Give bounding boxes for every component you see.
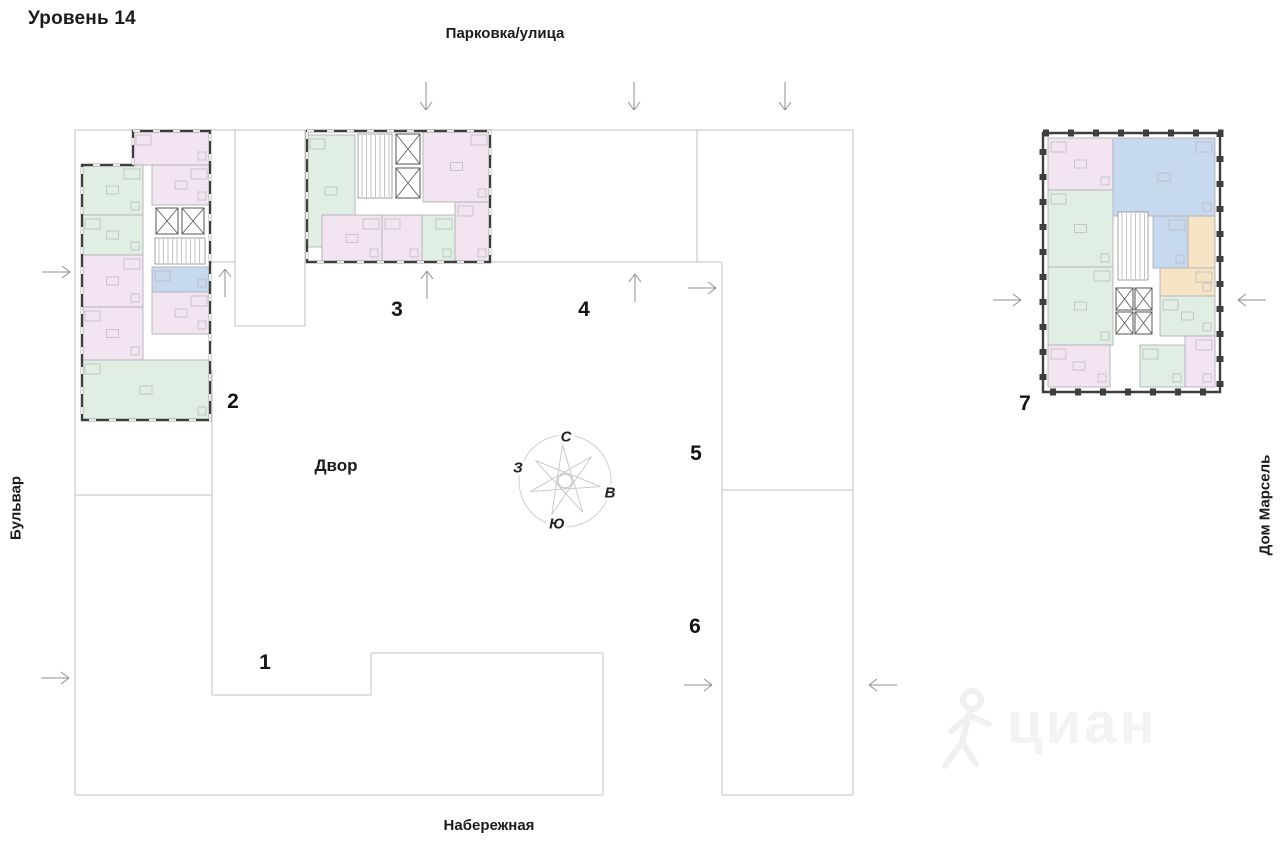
compass-north-label: С: [560, 428, 572, 446]
building-number-4: 4: [578, 298, 590, 321]
building-7: [1043, 133, 1220, 392]
building-number-3: 3: [391, 298, 403, 321]
street-label-embankment: Набережная: [443, 817, 535, 834]
building-number-1: 1: [259, 651, 271, 674]
page-title: Уровень 14: [28, 8, 136, 29]
building-3: [307, 131, 490, 262]
neighbor-label-marseille: Дом Марсель: [1256, 454, 1274, 556]
street-label-boulevard: Бульвар: [7, 475, 25, 541]
street-label-parking: Парковка/улица: [445, 25, 565, 42]
building-number-7: 7: [1019, 392, 1031, 415]
watermark-brand-text: циан: [1007, 691, 1158, 756]
building-2: [82, 131, 210, 420]
building-number-6: 6: [689, 615, 701, 638]
building-number-5: 5: [690, 442, 702, 465]
courtyard-label: Двор: [314, 456, 358, 475]
compass-south-label: Ю: [549, 515, 565, 533]
compass-rose: [519, 435, 611, 527]
watermark-person-icon: [945, 691, 989, 766]
compass-east-label: В: [604, 484, 616, 502]
building-number-2: 2: [227, 390, 239, 413]
compass-west-label: З: [513, 459, 523, 477]
